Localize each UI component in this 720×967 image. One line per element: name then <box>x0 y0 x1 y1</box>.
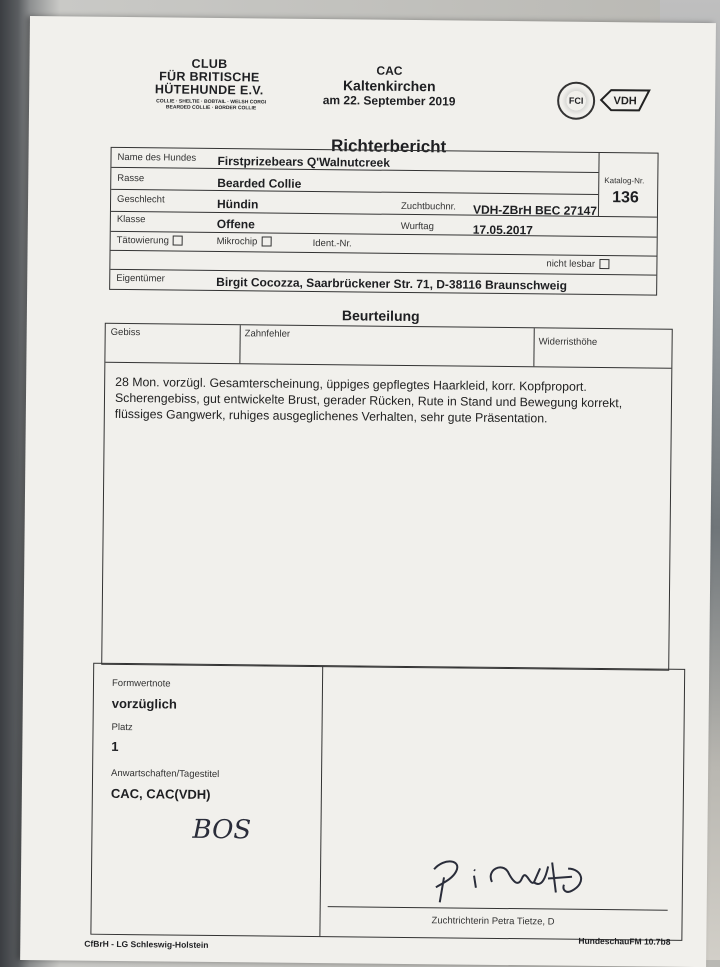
club-line-3: HÜTEHUNDE E.V. <box>154 82 264 98</box>
assessment-box <box>101 323 673 671</box>
judge-label: Zuchtrichterin Petra Tietze, D <box>431 915 555 928</box>
vdh-logo <box>599 88 651 113</box>
grade: vorzüglich <box>111 695 177 712</box>
fci-logo: FCI <box>557 82 595 120</box>
ident-label: Ident.-Nr. <box>312 237 352 250</box>
catalog-label: Katalog-Nr. <box>604 176 645 186</box>
footer-left: CfBrH - LG Schleswig-Holstein <box>84 938 209 950</box>
club-name <box>139 57 279 97</box>
breed-label: Rasse <box>117 172 145 185</box>
assessment-text: 28 Mon. vorzügl. Gesamterscheinung, üppiges gepflegtes Haarkleid, korr. Kopfproport. Scherengebiss, gut entwickelte Brust, gerader Rücken, Rute in Stand und Bewegung korrekt, flüssiges Gangwerk, ruhiges ausgeglichenes Verhalten, sehr gute Präsentation. <box>114 374 623 426</box>
owner: Birgit Cocozza, Saarbrückener Str. 71, D-38116 Braunschweig <box>216 274 568 293</box>
bite-label: Gebiss <box>110 326 141 339</box>
show-location: Kaltenkirchen <box>342 77 436 95</box>
show-type: CAC <box>376 63 403 78</box>
club-line-2: FÜR BRITISCHE <box>159 69 260 85</box>
sex: Hündin <box>216 196 259 212</box>
document-title: Richterbericht <box>330 136 447 157</box>
birth-date: 17.05.2017 <box>472 222 533 238</box>
tattoo-checkbox[interactable] <box>173 236 183 246</box>
chip-checkbox[interactable] <box>261 237 271 247</box>
studbook-label: Zuchtbuchnr. <box>400 200 457 213</box>
class-label: Klasse <box>116 213 146 226</box>
handwritten-note: BOS <box>192 814 252 846</box>
judge-signature <box>422 847 603 909</box>
svg-text:VDH: VDH <box>613 95 637 108</box>
grade-label: Formwertnote <box>111 677 171 690</box>
assessment-title: Beurteilung <box>341 307 420 325</box>
breed: Bearded Collie <box>217 175 302 191</box>
unreadable-field <box>546 258 609 270</box>
unreadable-label: nicht lesbar <box>546 258 596 270</box>
class: Offene <box>216 216 255 232</box>
judge-report-sheet <box>20 16 716 967</box>
chip-field <box>217 236 272 248</box>
club-breeds-line-2: BEARDED COLLIE · BORDER COLLIE <box>165 104 257 112</box>
place-label: Platz <box>111 721 133 734</box>
footer-right: HundeschauFM 10.7b8 <box>578 935 671 947</box>
dog-info-table <box>109 147 658 296</box>
name-label: Name des Hundes <box>117 151 197 164</box>
club-breeds <box>111 98 311 112</box>
place: 1 <box>111 738 119 754</box>
result-box <box>90 663 685 941</box>
dog-name: Firstprizebears Q'Walnutcreek <box>217 153 391 170</box>
studbook-number: VDH-ZBrH BEC 27147 <box>472 202 598 218</box>
show-date: am 22. September 2019 <box>322 93 456 109</box>
club-breeds-line-1: COLLIE · SHELTIE · BOBTAIL · WELSH CORGI <box>156 98 267 106</box>
tattoo-label: Tätowierung <box>116 234 169 247</box>
club-line-1: CLUB <box>191 56 228 72</box>
height-label: Widerristhöhe <box>538 336 598 348</box>
catalog-number: 136 <box>612 189 639 207</box>
teeth-label: Zahnfehler <box>244 328 291 340</box>
sex-label: Geschlecht <box>117 193 165 206</box>
chip-label: Mikrochip <box>216 235 258 248</box>
owner-label: Eigentümer <box>116 272 165 285</box>
tattoo-field <box>117 235 183 247</box>
titles: CAC, CAC(VDH) <box>110 785 211 802</box>
unreadable-checkbox[interactable] <box>599 259 609 269</box>
birth-label: Wurftag <box>400 220 434 233</box>
titles-label: Anwartschaften/Tagestitel <box>111 767 220 781</box>
show-info <box>299 63 479 109</box>
